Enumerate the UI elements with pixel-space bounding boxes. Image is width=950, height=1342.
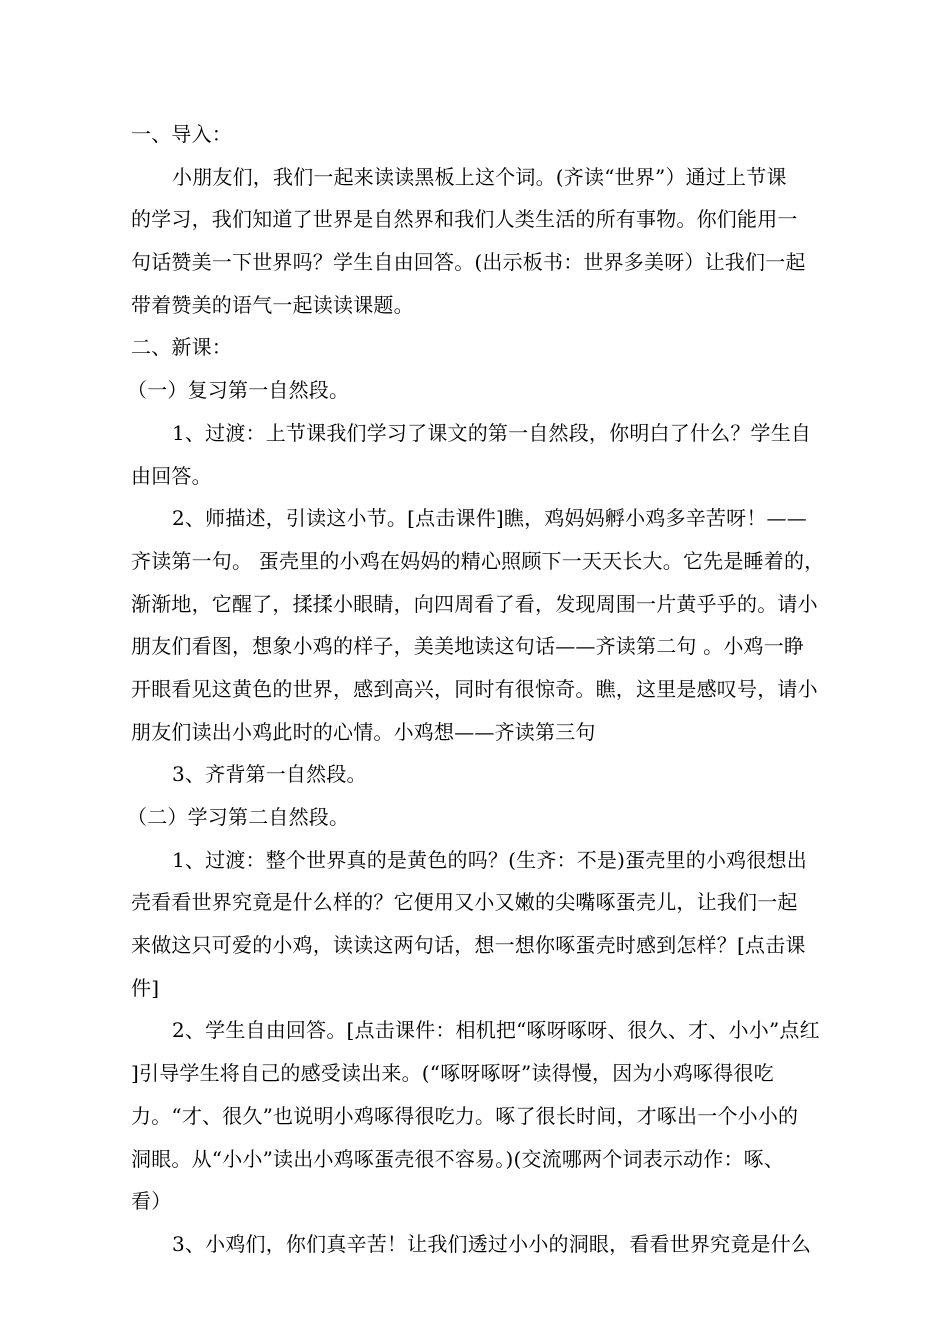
text-line: 2、师描述，引读这小节。[点击课件]瞧，鸡妈妈孵小鸡多辛苦呀！—— — [172, 506, 807, 531]
text-line: 带着赞美的语气一起读读课题。 — [131, 292, 414, 317]
text-line: 壳看看世界究竟是什么样的？它便用又小又嫩的尖嘴啄蛋壳儿，让我们一起 — [131, 890, 798, 915]
text-line: 洞眼。从“小小”读出小鸡啄蛋壳很不容易。)(交流哪两个词表示动作：啄、 — [131, 1146, 785, 1171]
text-line: 力。“才、很久”也说明小鸡啄得很吃力。啄了很长时间，才啄出一个小小的 — [131, 1103, 799, 1128]
text-line: 的学习，我们知道了世界是自然界和我们人类生活的所有事物。你们能用一 — [131, 207, 798, 232]
section-heading: 一、导入： — [131, 122, 232, 146]
text-line: 句话赞美一下世界吗？学生自由回答。(出示板书：世界多美呀）让我们一起 — [131, 250, 806, 275]
text-line: 朋友们读出小鸡此时的心情。小鸡想——齐读第三句 — [131, 719, 596, 744]
text-line: 朋友们看图，想象小鸡的样子，美美地读这句话——齐读第二句 。小鸡一睁 — [131, 634, 805, 659]
text-line: 1、过渡：整个世界真的是黄色的吗？(生齐：不是)蛋壳里的小鸡很想出 — [172, 847, 807, 872]
text-line: 件] — [131, 975, 160, 1000]
text-line: 3、齐背第一自然段。 — [172, 762, 367, 787]
text-line: 开眼看见这黄色的世界，感到高兴，同时有很惊奇。瞧，这里是感叹号，请小 — [131, 676, 818, 701]
subsection-heading: （一）复习第一自然段。 — [127, 378, 350, 403]
document-body — [127, 113, 855, 1266]
text-line: 渐渐地，它醒了，揉揉小眼睛，向四周看了看，发现周围一片黄乎乎的。请小 — [131, 591, 818, 616]
text-line: 1、过渡：上节课我们学习了课文的第一自然段，你明白了什么？学生自 — [172, 420, 812, 445]
text-line: 看） — [131, 1189, 172, 1214]
text-line: 2、学生自由回答。[点击课件：相机把“啄呀啄呀、很久、才、小小”点红 — [172, 1018, 820, 1043]
subsection-heading: （二）学习第二自然段。 — [127, 805, 350, 829]
text-line: 来做这只可爱的小鸡，读读这两句话，想一想你啄蛋壳时感到怎样？[点击课 — [131, 933, 806, 958]
text-line: 小朋友们，我们一起来读读黑板上这个词。(齐读“世界”）通过上节课 — [172, 164, 787, 189]
section-heading: 二、新课： — [131, 335, 232, 360]
text-line: 由回答。 — [131, 463, 212, 488]
text-line: 齐读第一句。 蛋壳里的小鸡在妈妈的精心照顾下一天天长大。它先是睡着的， — [131, 548, 825, 573]
text-line: ]引导学生将自己的感受读出来。(“啄呀啄呀”读得慢，因为小鸡啄得很吃 — [131, 1061, 774, 1086]
text-line: 3、小鸡们，你们真辛苦！让我们透过小小的洞眼，看看世界究竟是什么 — [172, 1231, 812, 1256]
